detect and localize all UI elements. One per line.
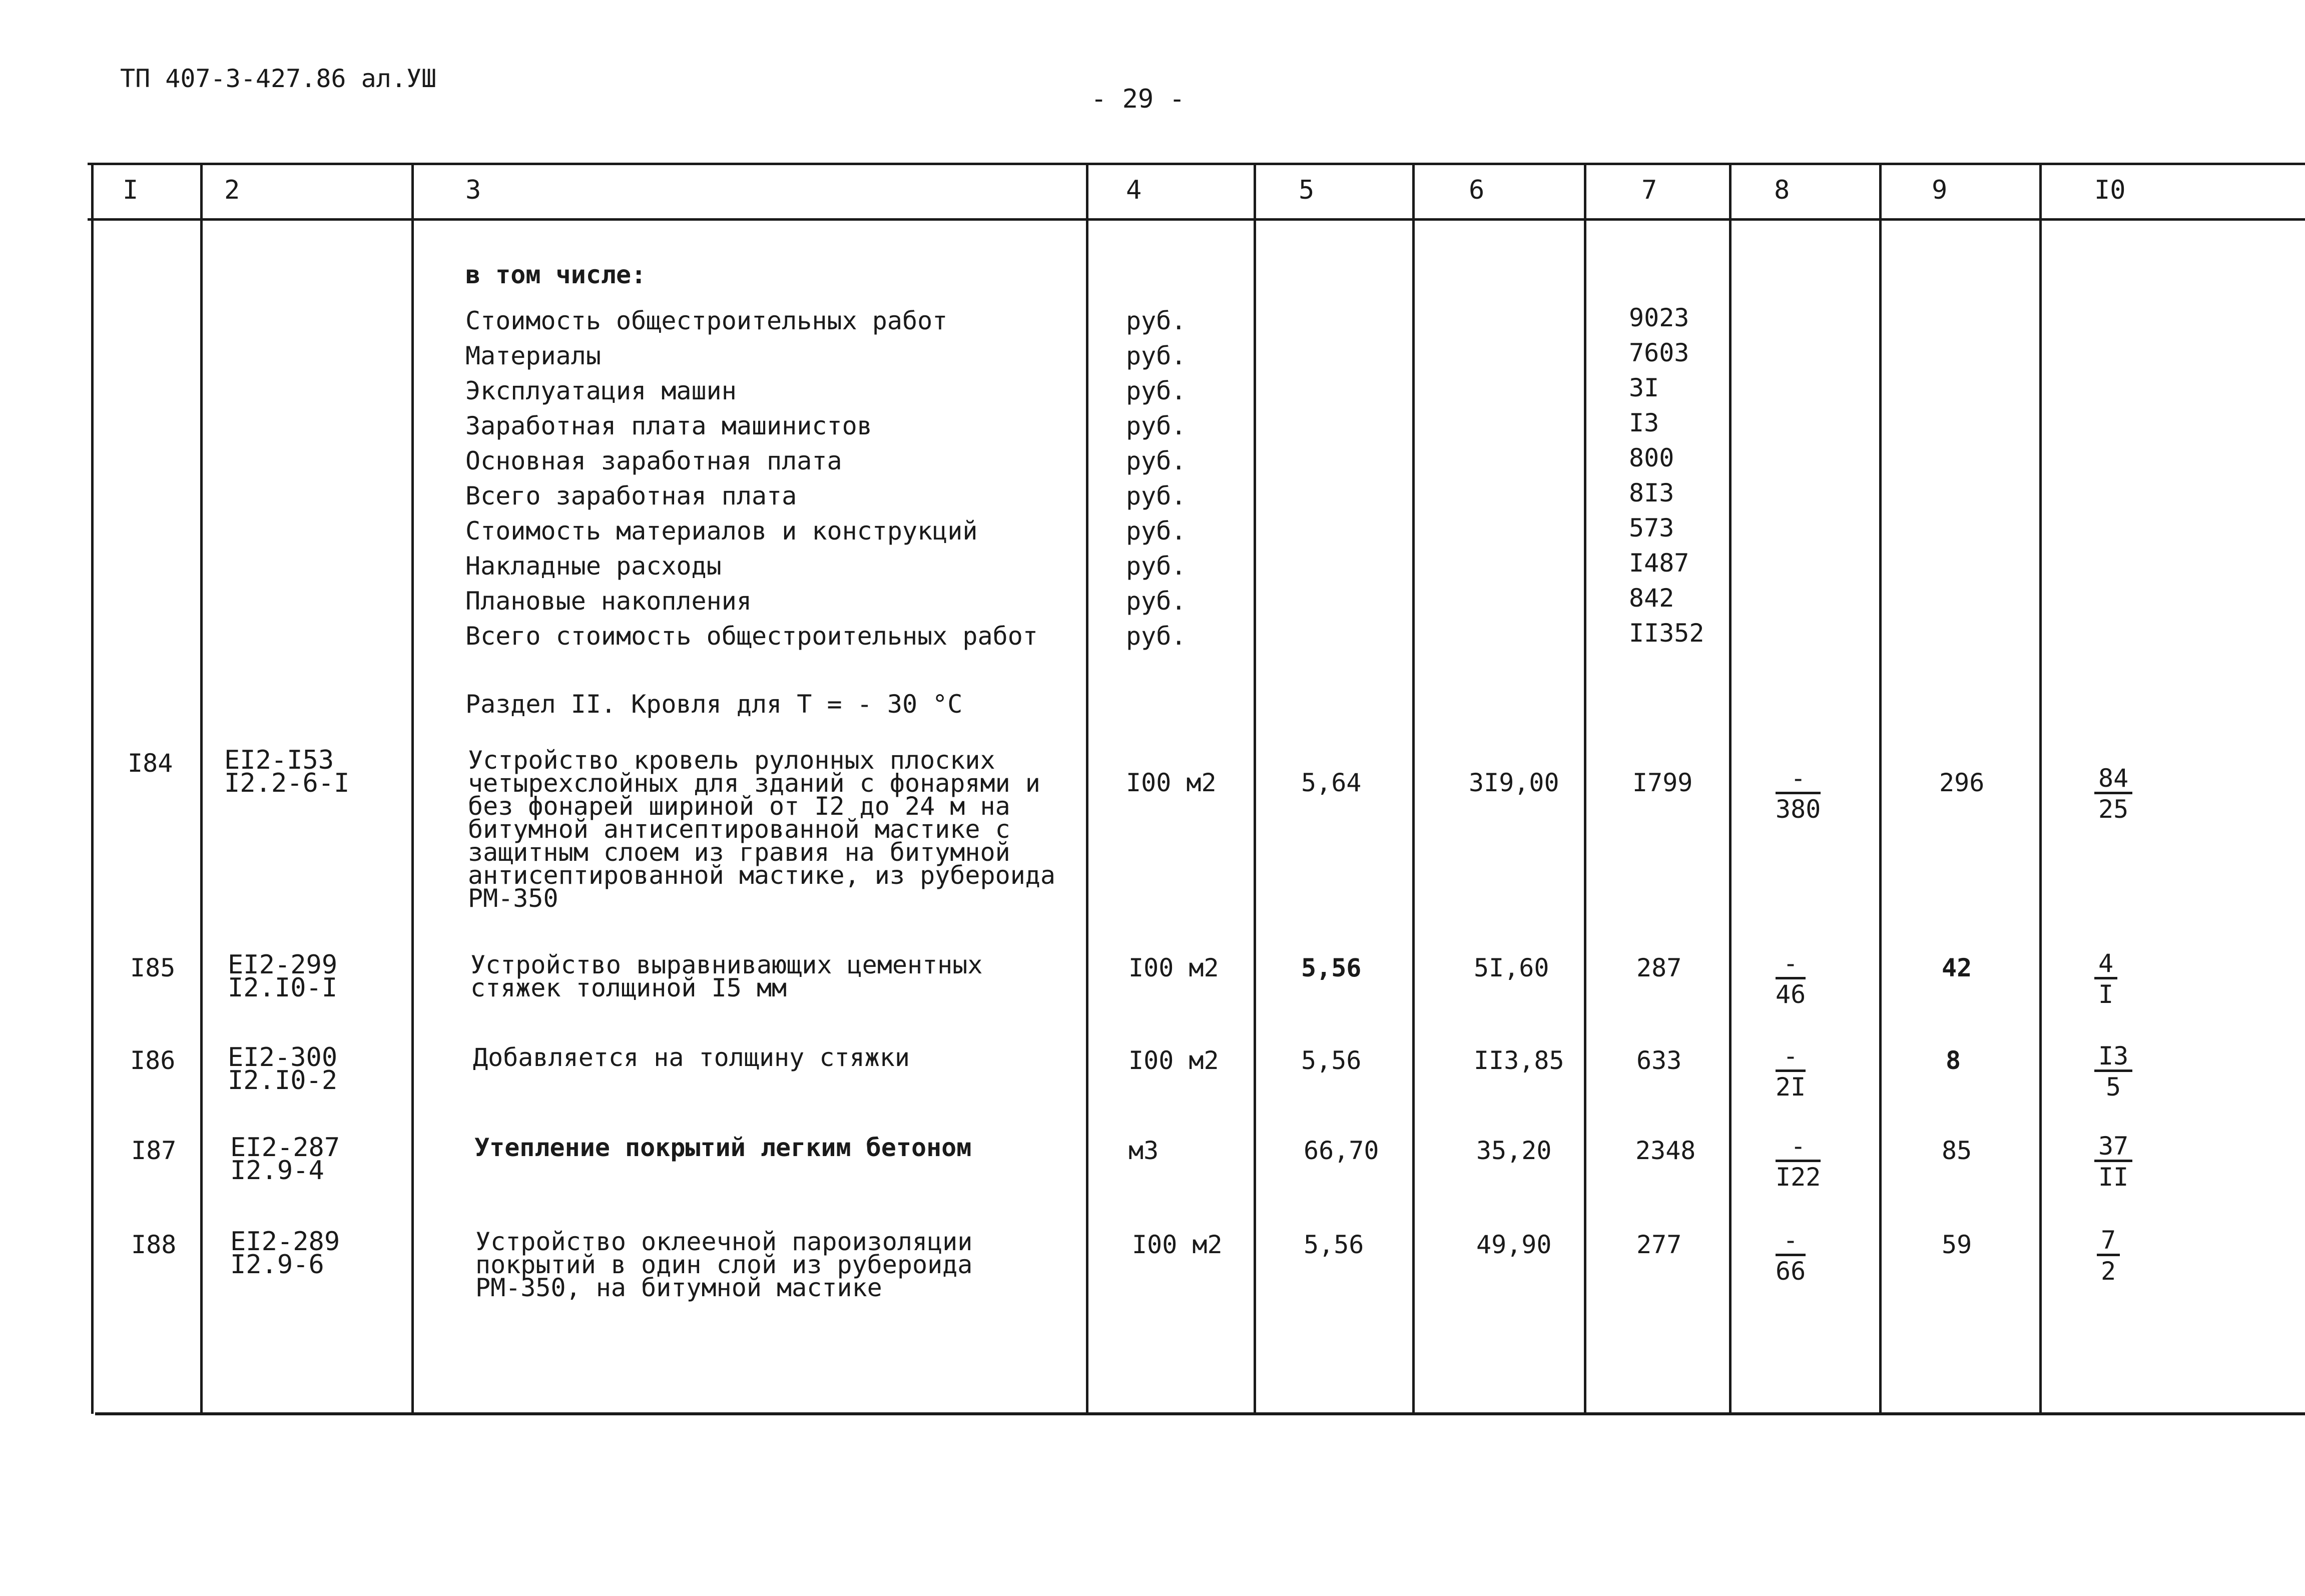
summary-label: Плановые накопления [465,587,752,616]
row-quantity: 66,70 [1304,1136,1379,1165]
row-col10-fraction [2097,1227,2120,1286]
row-col10-fraction [2094,765,2132,824]
fraction-denominator: II [2098,1163,2129,1192]
column-header-9: 9 [1932,175,1948,205]
column-header-4: 4 [1126,175,1142,205]
fraction-numerator: I3 [2094,1042,2132,1072]
column-divider-4 [1254,163,1256,1414]
summary-label: Всего заработная плата [465,481,797,510]
summary-value: 573 [1629,513,1674,543]
row-code: EI2-300 I2.I0-2 [228,1042,338,1096]
row-code: EI2-287 I2.9-4 [230,1133,340,1186]
row-quantity: 5,56 [1304,1230,1364,1259]
fraction-numerator: 7 [2097,1227,2120,1256]
fraction-numerator: - [1776,1042,1806,1072]
summary-unit: руб. [1126,446,1187,475]
column-header-1: I [123,175,139,205]
summary-value: 842 [1629,584,1674,613]
column-header-10: I0 [2094,175,2126,205]
row-description: Устройство выравнивающих цементных стяжек толщиной I5 мм [470,950,983,1002]
fraction-numerator: 84 [2094,765,2132,794]
row-col8-fraction [1776,765,1821,824]
summary-value: 8I3 [1629,478,1674,507]
row-number: I88 [131,1230,177,1259]
summary-unit: руб. [1126,481,1187,510]
column-header-3: 3 [465,175,481,205]
row-col10-fraction [2094,1042,2132,1102]
row-description: Устройство оклеечной пароизоляции покрытий в один слой из рубероида РМ-350, на битумной мастике [475,1227,973,1302]
fraction-numerator: - [1776,1227,1806,1256]
row-price: 49,90 [1476,1230,1552,1259]
row-unit: I00 м2 [1132,1230,1223,1259]
row-description: Добавляется на толщину стяжки [473,1043,910,1072]
summary-unit: руб. [1126,516,1187,546]
row-col8-fraction [1776,1227,1806,1286]
row-code: EI2-289 I2.9-6 [230,1227,340,1280]
section-title: Раздел II. Кровля для Т = - 30 °С [465,690,963,719]
fraction-numerator: 4 [2094,950,2117,979]
row-col9: 85 [1942,1136,1972,1165]
row-unit: м3 [1128,1136,1159,1165]
summary-unit: руб. [1126,587,1187,616]
summary-unit: руб. [1126,411,1187,440]
summary-label: Эксплуатация машин [465,376,737,405]
column-header-7: 7 [1641,175,1657,205]
summary-unit: руб. [1126,306,1187,335]
row-col8-fraction [1776,1133,1821,1192]
row-col10-fraction [2094,950,2117,1009]
row-total: 287 [1636,953,1682,982]
row-price: 35,20 [1476,1136,1552,1165]
row-number: I84 [128,749,173,778]
fraction-denominator: 380 [1776,795,1821,824]
column-divider-3 [1086,163,1088,1414]
row-unit: I00 м2 [1128,1046,1219,1075]
column-divider-7 [1729,163,1732,1414]
summary-value: II352 [1629,619,1704,648]
fraction-numerator: - [1776,950,1806,979]
column-header-6: 6 [1469,175,1485,205]
summary-label: Материалы [465,341,601,370]
column-divider-1 [200,163,203,1414]
column-divider-left [91,163,94,1414]
row-total: 2348 [1635,1136,1696,1165]
column-divider-6 [1584,163,1586,1414]
row-code: EI2-299 I2.I0-I [228,950,338,1003]
row-quantity: 5,56 [1301,953,1362,982]
fraction-denominator: 46 [1776,980,1806,1009]
row-col9: 296 [1939,768,1985,797]
column-divider-2 [411,163,414,1414]
row-col9: 42 [1942,953,1972,982]
summary-label: Стоимость материалов и конструкций [465,516,978,546]
document-code: ТП 407-3-427.86 ал.УШ [120,64,437,93]
fraction-numerator: - [1776,765,1821,794]
row-unit: I00 м2 [1126,768,1217,797]
row-quantity: 5,56 [1301,1046,1362,1075]
row-total: I799 [1632,768,1693,797]
summary-value: 9023 [1629,303,1689,332]
fraction-denominator: 2I [1776,1073,1806,1102]
row-number: I86 [130,1046,176,1075]
row-col9: 8 [1946,1046,1961,1075]
fraction-numerator: 37 [2094,1133,2132,1162]
summary-unit: руб. [1126,376,1187,405]
fraction-denominator: 2 [2101,1257,2116,1286]
summary-unit: руб. [1126,552,1187,581]
summary-unit: руб. [1126,341,1187,370]
fraction-denominator: I [2098,980,2114,1009]
summary-label: Стоимость общестроительных работ [465,306,948,335]
summary-intro: в том числе: [465,260,647,289]
row-col8-fraction [1776,950,1806,1009]
summary-label: Накладные расходы [465,552,722,581]
column-divider-5 [1412,163,1415,1414]
summary-label: Заработная плата машинистов [465,411,872,440]
row-total: 277 [1636,1230,1682,1259]
summary-value: I3 [1629,408,1659,437]
row-number: I85 [130,953,176,982]
row-price: II3,85 [1474,1046,1564,1075]
row-col8-fraction [1776,1042,1806,1102]
fraction-denominator: 5 [2106,1073,2121,1102]
row-code: EI2-I53 I2.2-6-I [224,745,350,798]
fraction-denominator: I22 [1776,1163,1821,1192]
table-top-border [88,163,2305,165]
summary-unit: руб. [1126,622,1187,651]
fraction-denominator: 25 [2098,795,2129,824]
summary-value: 7603 [1629,338,1689,367]
column-header-8: 8 [1774,175,1790,205]
summary-label: Всего стоимость общестроительных работ [465,622,1038,651]
page-number: - 29 - [1091,84,1185,114]
summary-value: I487 [1629,549,1689,578]
column-header-5: 5 [1299,175,1315,205]
row-number: I87 [131,1136,177,1165]
row-col10-fraction [2094,1133,2132,1192]
row-total: 633 [1636,1046,1682,1075]
row-col9: 59 [1942,1230,1972,1259]
header-bottom-border [88,218,2305,221]
row-price: 5I,60 [1474,953,1549,982]
fraction-numerator: - [1776,1133,1821,1162]
row-quantity: 5,64 [1301,768,1362,797]
column-header-2: 2 [224,175,240,205]
summary-value: 3I [1629,373,1659,402]
summary-label: Основная заработная плата [465,446,842,475]
column-divider-9 [2039,163,2042,1414]
row-description: Утепление покрытий легким бетоном [474,1133,972,1162]
fraction-denominator: 66 [1776,1257,1806,1286]
row-price: 3I9,00 [1469,768,1559,797]
row-description: Устройство кровель рулонных плоских четырехслойных для зданий с фонарями и без фонарей шириной от I2 до 24 м на битумной антисептированной мастике с защитным слоем из гравия на битумной антисептированной мастике, из рубероида РМ-350 [468,746,1055,913]
summary-value: 800 [1629,443,1674,472]
column-divider-8 [1879,163,1882,1414]
row-unit: I00 м2 [1128,953,1219,982]
table-bottom-border [95,1412,2305,1415]
